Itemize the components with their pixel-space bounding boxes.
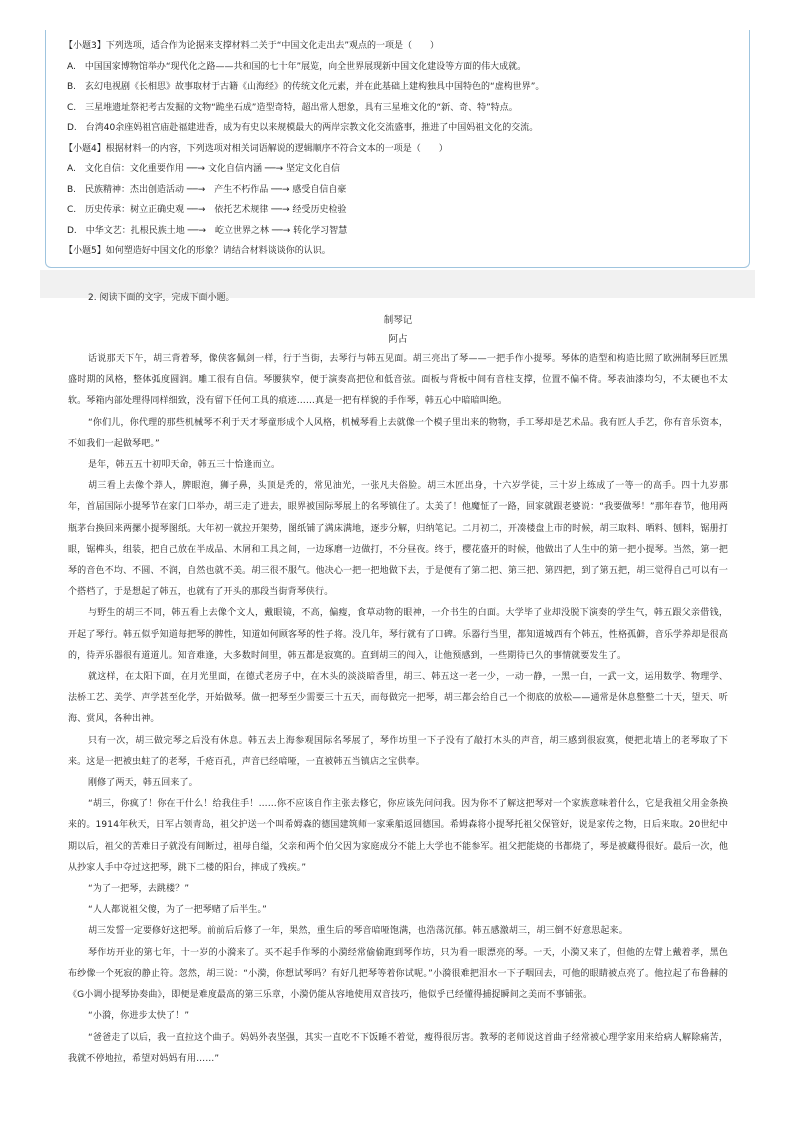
question-3-stem: 【小题3】下列选项，适合作为论据来支撑材料二关于“中国文化走出去”观点的一项是（ ） [64,41,440,51]
article-paragraph: 与野生的胡三不同，韩五看上去像个文人，戴眼镜，不高，偏瘦，食草动物的眼神，一介书生的白面。大学毕了业却没脱下演奏的学生气，韩五跟父亲借钱，开起了琴行。韩五似乎知道每把琴的脾性，知道如何顾客琴的性子将。没几年，琴行就有了口碑。乐器行当里，都知道城西有个韩五，性格孤僻，音乐学养却是很高的，待弄乐器很有道道儿。知音难逢，大多数时间里，韩五都是寂寞的。直到胡三的闯入，让他预感到，一些期待已久的事情就要发生了。 [68,608,728,661]
article-title: 制琴记 [383,315,413,326]
question-4-stem: 【小题4】根据材料一的内容，下列选项对相关词语解说的逻辑顺序不符合文本的一项是（ ） [64,143,448,154]
article-paragraph: 就这样，在太阳下面，在月光里面，在德式老房子中，在木头的淡淡暗香里，胡三、韩五这一老一少，一动一静，一黑一白，一武一文，运用数学、物理学、法桥工艺、美学、声学甚至化学，开始做琴。做一把琴至少需要三十五天，而每做完一把琴，胡三都会给自己一个彻底的放松——通常是休息整整二十天，望天、听海、赏风，各种出神。 [68,672,728,725]
question-panel [45,30,750,268]
article-paragraph: 只有一次，胡三做完琴之后没有休息。韩五去上海参观国际名琴展了，琴作坊里一下子没有了敲打木头的声音，胡三感到很寂寞，便把北墙上的老琴取了下来。这是一把被虫蛀了的老琴，千疮百孔，声音已经喑哑，一直被韩五当镇店之宝供奉。 [68,735,728,767]
article-paragraph: “爸爸走了以后，我一直拉这个曲子。妈妈外表坚强，其实一直吃不下饭睡不着觉，瘦得很厉害。教琴的老师说这首曲子经常被心理学家用来给病人解除痛苦，我就不停地拉，希望对妈妈有用……” [68,1032,728,1064]
article-paragraph: 是年，韩五五十初叩天命，韩五三十恰逢而立。 [88,460,281,471]
reading-instruction: 2. 阅读下面的文字，完成下面小题。 [88,293,235,303]
article-paragraph: “为了一把琴，去跳楼？” [88,884,190,895]
article-paragraph: 胡三看上去像个莽人，脾眼泡，狮子鼻，头顶是秃的，常见油光，一张凡夫俗脸。胡三木匠出身，十六岁学徒，三十岁上练成了一等一的高手。四十九岁那年，首届国际小提琴节在家门口举办，胡三走了进去，眼界被国际琴展上的名琴镇住了。太美了！他魔怔了一路，回家就跟老婆说：“我要做琴！”那年春节，他用两瓶茅台换回来两摞小提琴图纸。大年初一就拉开架势，图纸铺了满床满地，逐步分解，归纳笔记。二月初二，开凑楼盘上市的时候，胡三取料、晒料、刨料，锯册打眼，锯榫头，组装，把自己放在半成品、木屑和工具之间，一边琢磨一边做打，不分昼夜。终于，樱花盛开的时候，他做出了人生中的第一把小提琴。当然，第一把琴的音色不均、不圆、不润，自然也就不美。胡三很不服气。他决心一把一把地做下去，于是便有了第二把、第三把、第四把，到了第五把，胡三觉得自己可以有一个搭档了，于是想起了韩五，也就有了开头的那段当街背琴侠行。 [68,481,728,598]
article-paragraph: 琴作坊开业的第七年，十一岁的小漪来了。买不起手作琴的小漪经常偷偷跑到琴作坊，只为看一眼漂亮的琴。一天，小漪又来了，但他的左臂上戴着孝，黑色布纱像一个死寂的静止符。忽然，胡三说：“小漪，你想试琴吗？有好几把琴等着你试呢。”小漪很难把泪水一下子咽回去，可他的眼睛被点亮了。他拉起了布鲁赫的《G小调小提琴协奏曲》，即便是难度最高的第三乐章，小漪仍能从容地使用双音技巧，他似乎已经懂得捕捉瞬间之美而不事铺张。 [68,947,728,1001]
question-4-option-b: B. 民族精神：杰出创造活动 ──→ 产生不朽作品 ──→ 感受自信自豪 [67,184,347,195]
question-4-option-d: D. 中华文艺：扎根民族土地 ──→ 屹立世界之林 ──→ 转化学习智慧 [67,225,348,236]
question-3-option-d: D. 台湾40余座妈祖宫庙赴福建进香，成为有史以来规模最大的两岸宗教文化交流盛事，推进了中国妈祖文化的交流。 [67,123,539,133]
article-paragraph: 刚修了两天，韩五回来了。 [88,778,198,789]
reading-article [68,290,728,1070]
article-paragraph: “你们儿，你代理的那些机械琴不利于天才琴童形成个人风格，机械琴看上去就像一个模子里出来的物物，手工琴却是艺术品。我有匠人手艺，你有音乐资本，不如我们一起做琴吧。” [68,417,728,449]
question-3-option-c: C. 三星堆遗址祭祀考古发掘的文物“跪坐石成”造型奇特，超出常人想象，具有三星堆文化的“新、奇、特”特点。 [67,102,518,113]
question-5-stem: 【小题5】如何塑造好中国文化的形象？请结合材料谈谈你的认识。 [64,246,331,256]
question-4-option-c: C. 历史传承：树立正确史观 ──→ 依托艺术规律 ──→ 经受历史检验 [67,205,347,215]
question-3-option-b: B. 玄幻电视剧《长相思》故事取材于古籍《山海经》的传统文化元素，并在此基础上建构独具中国特色的“虚构世界”。 [67,82,545,92]
question-3-option-a: A. 中国国家博物馆举办“现代化之路——共和国的七十年”展览，向全世界展现新中国文化建设等方面的伟大成就。 [67,61,527,72]
article-paragraph: “胡三，你疯了！你在干什么！给我住手！……你不应该自作主张去修它，你应该先问问我。因为你不了解这把琴对一个家族意味着什么，它是我祖父用金条换来的。1914年秋天，日军占领青岛，祖父护送一个叫希姆森的德国建筑师一家乘船返回德国。希姆森将小提琴托祖父保管好，说是家传之物，日后来取。20世纪中期以后，祖父的苦难日子就没有间断过，祖母自缢，父亲和两个伯父因为家庭成分不能上大学也不能参军。祖父把能烧的书都烧了，琴是被藏得很好。最后一次，他从抄家人手中夺过这把琴，跳下二楼的阳台，摔成了残疾。” [68,799,728,873]
article-paragraph: “小漪，你进步太快了！” [88,1011,190,1022]
question-4-option-a: A. 文化自信：文化重要作用 ──→ 文化自信内涵 ──→ 坚定文化自信 [67,164,341,174]
article-paragraph: “人人都说祖父傻，为了一把琴赌了后半生。” [88,905,267,916]
article-author: 阿占 [388,334,408,345]
article-paragraph: 胡三发誓一定要修好这把琴。前前后后修了一年，果然，重生后的琴音喑哑饱满，也浩荡沉郁。韩五感激胡三，胡三倒不好意思起来。 [88,926,628,937]
article-paragraph: 话说那天下午，胡三背着琴，像侠客佩剑一样，行于当街，去琴行与韩五见面。胡三亮出了琴——一把手作小提琴。琴体的造型和构造比照了欧洲制琴巨匠黑盛时期的风格，整体弧度圆润。雕工很有自信。琴腰狭窄，便于演奏高把位和低音弦。面板与背板中间有音柱支撑，位置不偏不倚。琴表油漆均匀，不太硬也不太软。琴箱内部处理得同样细致，没有留下任何工具的痕迹……真是一把有样貌的手作琴，韩五心中暗暗叫绝。 [68,354,728,407]
